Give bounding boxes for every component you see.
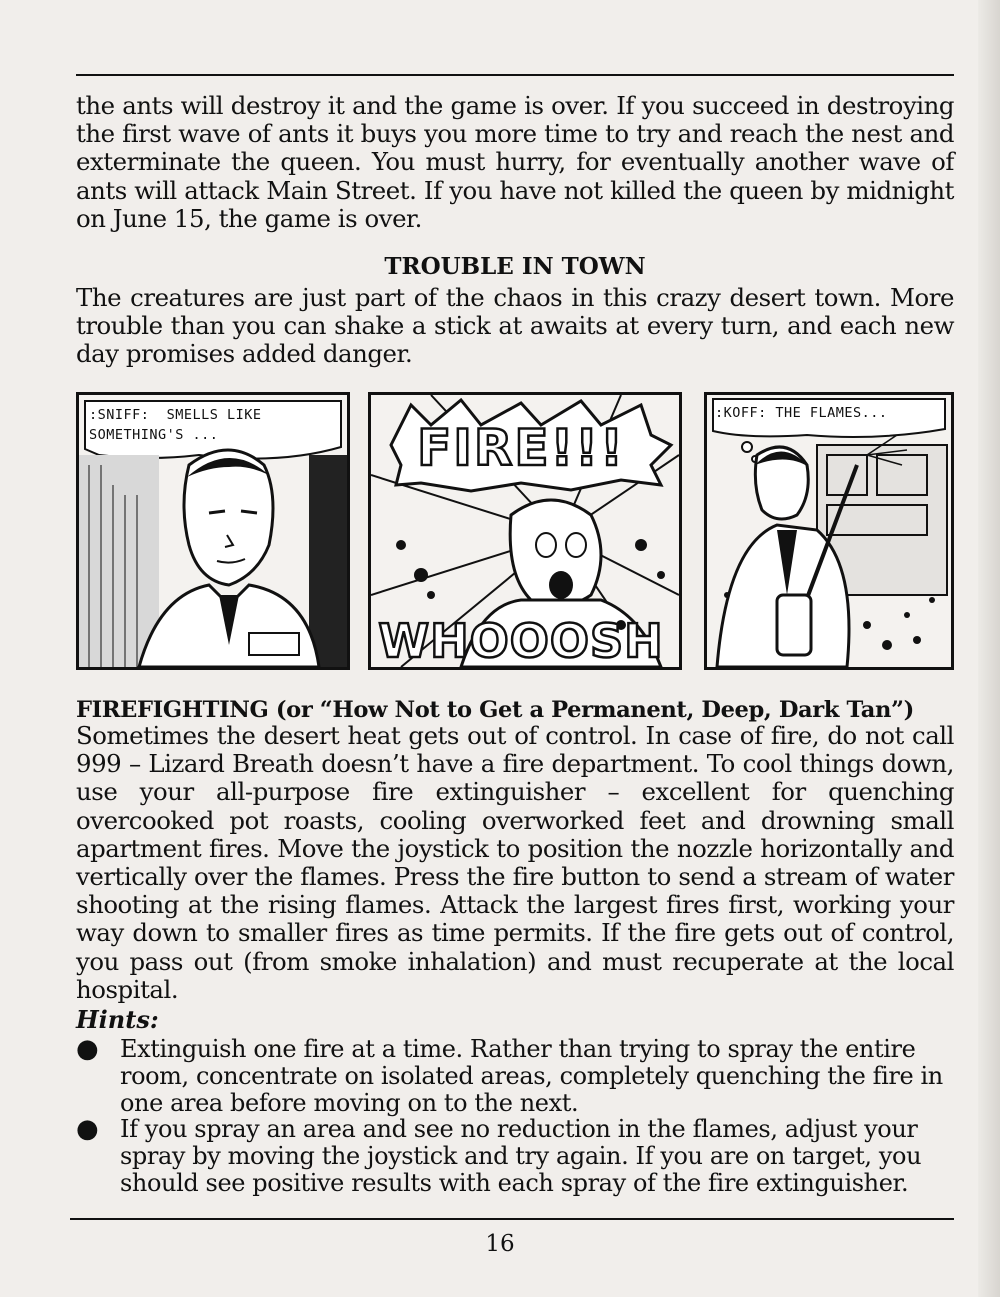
top-rule	[76, 74, 954, 76]
paragraph-ants: the ants will destroy it and the game is over. If you succeed in destroying the first wave of ants it buys you more time to try and reach the nest and exterminate the queen. You must hurry, for eventually another wave of ants will attack Main Street. If you have not killed the queen by midnight on June 15, the game is over.	[76, 91, 954, 233]
bullet-icon: ●	[76, 1034, 99, 1064]
paragraph-firefighting: Sometimes the desert heat gets out of control. In case of fire, do not call 999 – Lizard Breath doesn’t have a fire department. To cool things down, use your all-purpose fire extinguisher – excellent for quenching overcooked pot roasts, cooling overworked feet and drowning small apartment fires. Move the joystick to position the nozzle horizontally and vertically over the flames. Press the fire button to send a stream of water shooting at the rising flames. Attack the largest fires first, working your way down to smaller fires as time permits. If the fire gets out of control, you pass out (from smoke inhalation) and must recuperate at the local hospital.	[76, 721, 954, 1004]
panel-3-speech: :KOFF: THE FLAMES...	[715, 405, 888, 421]
hint-text: If you spray an area and see no reduction in the flames, adjust your spray by moving the joystick and try again. If you are on target, you should see positive results with each spray of the fire extinguisher.	[120, 1115, 922, 1197]
comic-strip	[76, 392, 954, 666]
page-number: 16	[485, 1231, 515, 1257]
hints-title: Hints:	[76, 1005, 159, 1034]
list-item	[76, 1036, 954, 1116]
bottom-rule	[70, 1218, 954, 1220]
panel-1-speech: :SNIFF: SMELLS LIKE SOMETHING'S ...	[89, 407, 262, 443]
comic-panel-2-art	[371, 395, 679, 667]
comic-panel-2	[368, 392, 682, 670]
hints-list	[76, 1036, 954, 1197]
page-edge	[978, 0, 1000, 1297]
list-item	[76, 1116, 954, 1196]
comic-panel-1	[76, 392, 350, 670]
whooosh-sound-text: WHOOOSH	[378, 614, 664, 667]
firefighting-heading: FIREFIGHTING (or “How Not to Get a Permanent, Deep, Dark Tan”)	[76, 697, 914, 723]
comic-panel-3-art	[707, 395, 951, 667]
paragraph-trouble: The creatures are just part of the chaos in this crazy desert town. More trouble than you can shake a stick at awaits at every turn, and each new day promises added danger.	[76, 283, 954, 369]
hint-text: Extinguish one fire at a time. Rather than trying to spray the entire room, concentrate on isolated areas, completely quenching the fire in one area before moving on to the next.	[120, 1035, 943, 1117]
bullet-icon: ●	[76, 1114, 99, 1145]
comic-panel-3	[704, 392, 954, 670]
fire-shout-text: FIRE!!!	[417, 419, 625, 477]
section-heading: TROUBLE IN TOWN	[384, 253, 646, 280]
